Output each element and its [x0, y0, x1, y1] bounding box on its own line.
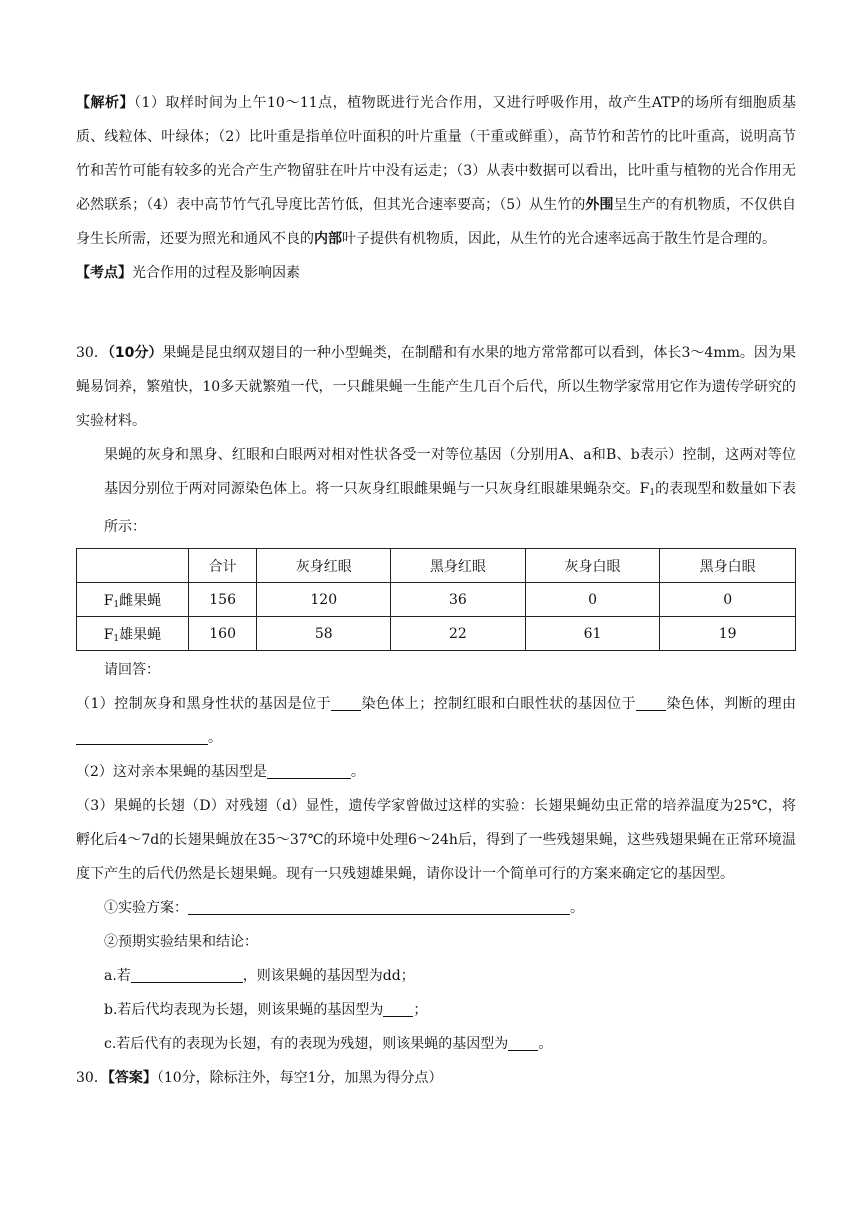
answer-blank [76, 728, 208, 745]
analysis-bold-inner: 内部 [314, 231, 342, 247]
please-answer: 请回答： [104, 662, 160, 678]
table-header-cell: 黑身红眼 [391, 549, 526, 583]
table-cell: 0 [525, 583, 660, 617]
q1-end: 。 [208, 730, 222, 746]
row-label-rest: 雄果蝇 [119, 626, 162, 643]
analysis-paragraph [76, 86, 796, 256]
analysis-text-3: 叶子提供有机物质，因此，从生竹的光合速率远高于散生竹是合理的。 [342, 231, 776, 247]
table-cell: 58 [257, 617, 391, 651]
subquestion-1 [76, 687, 796, 755]
q30-para2-text: 果蝇的灰身和黑身、红眼和白眼两对相对性状各受一对等位基因（分别用A、a和B、b表示）控制，这两对等位基因分别位于两对同源染色体上。将一只灰身红眼雌果蝇与一只灰身红眼雄果蝇杂交。F [104, 447, 796, 497]
answer-blank [131, 966, 243, 983]
row-label-sub: 1 [113, 599, 120, 610]
answer-blank [188, 898, 570, 915]
answer-line [76, 1061, 796, 1095]
table-header-row [77, 549, 796, 583]
table-cell: 61 [525, 617, 660, 651]
result-a-text-end: ，则该果蝇的基因型为dd； [242, 968, 415, 984]
answer-blank [636, 694, 666, 711]
kaodian-tag: 【考点】 [76, 265, 132, 281]
answer-number: 30． [76, 1070, 108, 1086]
result-c [76, 1027, 796, 1061]
row-label-rest: 雌果蝇 [119, 592, 162, 609]
table-cell: 160 [188, 617, 257, 651]
answer-blank [508, 1034, 538, 1051]
row-label-main: F [103, 592, 114, 609]
table-cell: 19 [660, 617, 796, 651]
f1-result-table [76, 548, 796, 651]
table-cell: 120 [257, 583, 391, 617]
answer-tag: 【答案】 [107, 1070, 157, 1086]
q2-end: 。 [350, 764, 365, 780]
analysis-text-2: 呈生产的有机物质，不仅供自身生长所需，还要为照光和通风不良的 [76, 197, 797, 247]
q1-text-b: 染色体上；控制红眼和白眼性状的基因位于 [361, 696, 636, 712]
answer-blank [383, 1000, 413, 1017]
answer-blank [331, 694, 361, 711]
q2-text: （2）这对亲本果蝇的基因型是 [76, 764, 267, 780]
row-label-male [77, 617, 189, 651]
result-a [76, 959, 796, 993]
table-header-cell: 灰身红眼 [257, 549, 391, 583]
kaodian-text: 光合作用的过程及影响因素 [132, 265, 300, 281]
result-a-text: a.若 [104, 968, 131, 984]
table-header-cell: 灰身白眼 [525, 549, 660, 583]
row-label-main: F [103, 626, 114, 643]
result-b-end: ； [413, 1002, 428, 1018]
table-cell: 156 [188, 583, 257, 617]
result-c-text: c.若后代有的表现为长翅，有的表现为残翅，则该果蝇的基因型为 [104, 1036, 509, 1052]
q1-text-a: （1）控制灰身和黑身性状的基因是位于 [76, 696, 331, 712]
section-gap [76, 290, 796, 336]
document-page [76, 86, 796, 1095]
answer-text: （10分，除标注外，每空1分，加黑为得分点） [156, 1070, 443, 1086]
q30-score: （10分） [107, 345, 163, 361]
q30-para2-text-end: 的表现型和数量如下表所示： [104, 481, 796, 535]
result-c-end: 。 [538, 1036, 553, 1052]
table-cell: 0 [660, 583, 796, 617]
q30-para2-sub: 1 [649, 488, 656, 498]
answer-blank [267, 762, 351, 779]
row-label-female [77, 583, 189, 617]
q30-intro [76, 336, 796, 438]
q30-number: 30． [76, 345, 108, 361]
analysis-bold-outer: 外围 [585, 197, 614, 213]
subquestion-2 [76, 755, 796, 789]
table-row [77, 583, 796, 617]
result-b [76, 993, 796, 1027]
q30-intro-text: 果蝇是昆虫纲双翅目的一种小型蝇类，在制醋和有水果的地方常常都可以看到，体长3～4mm。因为果蝇易饲养，繁殖快，10多天就繁殖一代，一只雌果蝇一生能产生几百个后代，所以生物学家常用它作为遗传学研究的实验材料。 [76, 345, 796, 429]
plan-end: 。 [570, 900, 584, 916]
row-label-sub: 1 [113, 633, 120, 644]
table-header-cell: 合计 [188, 549, 257, 583]
table-header-cell [77, 549, 189, 583]
q30-paragraph-2 [76, 438, 796, 544]
table-header-cell: 黑身白眼 [660, 549, 796, 583]
q1-text-c: 染色体，判断的理由 [665, 696, 797, 712]
kaodian-line [76, 256, 796, 290]
experiment-plan [76, 891, 796, 925]
result-b-text: b.若后代均表现为长翅，则该果蝇的基因型为 [104, 1002, 384, 1018]
table-cell: 22 [391, 617, 526, 651]
analysis-tag: 【解析】 [76, 95, 135, 111]
subquestion-3: （3）果蝇的长翅（D）对残翅（d）显性，遗传学家曾做过这样的实验：长翅果蝇幼虫正常的培养温度为25℃，将孵化后4～7d的长翅果蝇放在35～37℃的环境中处理6～24h后，得到了一些残翅果蝇，这些残翅果蝇在正常环境温度下产生的后代仍然是长翅果蝇。现有一只残翅雄果蝇，请你设计一个简单可行的方案来确定它的基因型。 [76, 798, 796, 882]
plan-label: ①实验方案： [104, 900, 188, 916]
analysis-text-1: （1）取样时间为上午10～11点，植物既进行光合作用，又进行呼吸作用，故产生ATP的场所有细胞质基质、线粒体、叶绿体；（2）比叶重是指单位叶面积的叶片重量（干重或鲜重），高节竹和苦竹的比叶重高，说明高节竹和苦竹可能有较多的光合产生产物留驻在叶片中没有运走；（3）从表中数据可以看出，比叶重与植物的光合作用无必然联系；（4）表中高节竹气孔导度比苦竹低，但其光合速率要高；（5）从生竹的 [76, 95, 796, 213]
table-cell: 36 [391, 583, 526, 617]
expected-results: ②预期实验结果和结论： [104, 934, 258, 950]
table-row [77, 617, 796, 651]
